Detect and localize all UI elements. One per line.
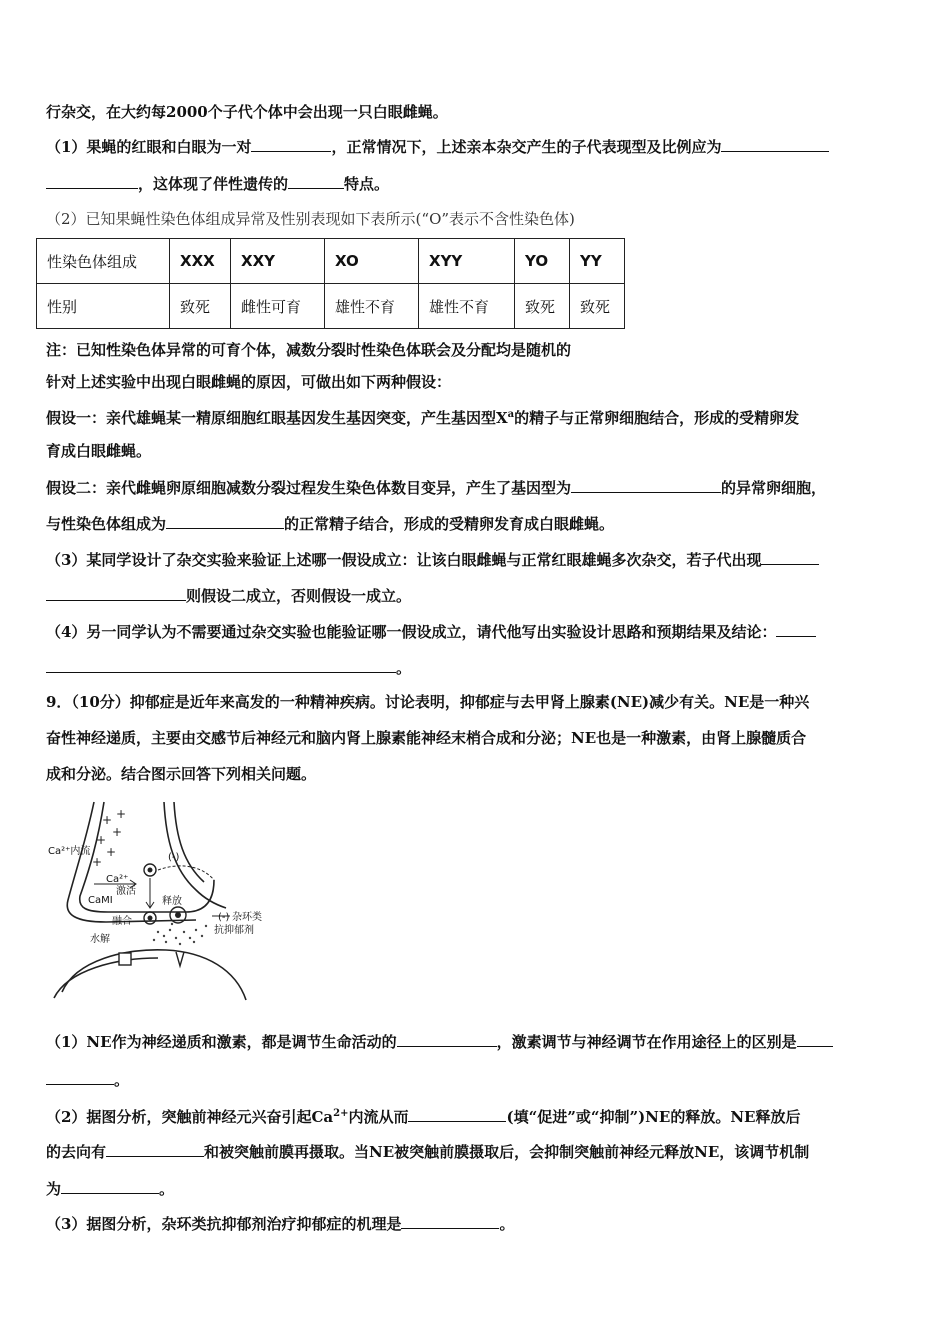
answer-blank[interactable] [46, 656, 396, 673]
svg-text:+: + [106, 845, 117, 859]
hypothesis-1-cont: 育成白眼雌蝇。 [46, 442, 152, 460]
answer-blank[interactable] [408, 1105, 506, 1122]
question-9: 9．（10分）抑郁症是近年来高发的一种精神疾病。讨论表明，抑郁症与去甲肾上腺素(NE)减少有关。NE是一种兴 [46, 693, 810, 711]
question-4-cont: 。 [46, 656, 411, 679]
question-4: （4）另一同学认为不需要通过杂交实验也能验证哪一假设成立，请代他写出实验设计思路和预期结果及结论： [46, 620, 816, 643]
svg-text:+: + [92, 855, 103, 869]
text-line: 行杂交，在大约每2000个子代个体中会出现一只白眼雌蝇。 [46, 103, 448, 121]
table-cell: 致死 [570, 284, 625, 329]
table-row [37, 284, 625, 329]
table-cell: YY [570, 239, 625, 284]
answer-blank[interactable] [721, 135, 829, 152]
table-cell: XYY [419, 239, 515, 284]
question-9-1: （1）NE作为神经递质和激素，都是调节生命活动的 ，激素调节与神经调节在作用途径上的区别是 [46, 1030, 833, 1053]
receptor-icon [119, 953, 131, 965]
hypothesis-2: 假设二：亲代雌蝇卵原细胞减数分裂过程发生染色体数目变异，产生了基因型为 的异常卵细胞， [46, 476, 826, 499]
question-9-2: （2）据图分析，突触前神经元兴奋引起$Ca^{2+}$内流从而 (填“促进”或“抑制”)NE的释放。NE释放后 [46, 1103, 800, 1128]
answer-blank[interactable] [61, 1177, 159, 1194]
answer-blank[interactable] [46, 1068, 114, 1085]
answer-blank[interactable] [397, 1030, 497, 1047]
figure-label: 融合 [112, 916, 132, 927]
hypothesis-2-cont: 与性染色体组成为 的正常精子结合，形成的受精卵发育成白眼雌蝇。 [46, 512, 614, 535]
table-cell: XXX [170, 239, 231, 284]
table-cell: 雄性不育 [325, 284, 419, 329]
svg-text:+: + [116, 807, 127, 821]
sex-chromosome-table [36, 238, 625, 329]
answer-blank[interactable] [761, 548, 819, 565]
answer-blank[interactable] [571, 476, 721, 493]
table-row [37, 239, 625, 284]
svg-text:+: + [112, 825, 123, 839]
table-note: 注：已知性染色体异常的可育个体，减数分裂时性染色体联会及分配均是随机的 [46, 341, 572, 359]
table-cell: YO [515, 239, 570, 284]
table-cell: 性染色体组成 [37, 239, 170, 284]
question-3-cont: 则假设二成立，否则假设一成立。 [46, 584, 411, 607]
question-9-cont: 成和分泌。结合图示回答下列相关问题。 [46, 765, 317, 783]
svg-text:+: + [102, 813, 113, 827]
figure-label: Ca²⁺内流 [48, 846, 91, 857]
figure-label: 水解 [90, 934, 110, 945]
figure-label: CaMI [88, 895, 113, 906]
figure-label: 杂环类 [232, 912, 262, 923]
question-1-cont: ，这体现了伴性遗传的 特点。 [46, 172, 389, 195]
question-9-2-cont: 为 。 [46, 1177, 174, 1200]
synapse-diagram [46, 800, 266, 1005]
table-cell: 雌性可育 [231, 284, 325, 329]
answer-blank[interactable] [251, 135, 331, 152]
receptor-icon [176, 952, 184, 966]
answer-blank[interactable] [46, 172, 138, 189]
figure-label: 释放 [162, 896, 182, 907]
text-line: 针对上述实验中出现白眼雌蝇的原因，可做出如下两种假设： [46, 373, 452, 391]
svg-text:+: + [96, 833, 107, 847]
table-cell: 致死 [170, 284, 231, 329]
question-1: （1）果蝇的红眼和白眼为一对 ，正常情况下，上述亲本杂交产生的子代表现型及比例应为 [46, 135, 829, 158]
figure-label: 激活 [116, 886, 136, 897]
answer-blank[interactable] [776, 620, 816, 637]
table-cell: XO [325, 239, 419, 284]
question-9-3: （3）据图分析，杂环类抗抑郁剂治疗抑郁症的机理是 。 [46, 1212, 514, 1235]
answer-blank[interactable] [288, 172, 344, 189]
answer-blank[interactable] [46, 584, 186, 601]
question-9-2-cont: 的去向有 和被突触前膜再摄取。当NE被突触前膜摄取后，会抑制突触前神经元释放NE，该调节机制 [46, 1140, 809, 1163]
table-cell: 雄性不育 [419, 284, 515, 329]
figure-label: (-) [218, 912, 230, 923]
question-2: （2）已知果蝇性染色体组成异常及性别表现如下表所示(“O”表示不含性染色体) [46, 210, 575, 228]
figure-label: (-) [168, 852, 180, 863]
answer-blank[interactable] [797, 1030, 833, 1047]
answer-blank[interactable] [166, 512, 284, 529]
answer-blank[interactable] [106, 1140, 204, 1157]
table-cell: XXY [231, 239, 325, 284]
question-9-1-cont: 。 [46, 1068, 129, 1091]
question-3: （3）某同学设计了杂交实验来验证上述哪一假设成立：让该白眼雌蝇与正常红眼雄蝇多次杂交，若子代出现 [46, 548, 819, 571]
table-cell: 性别 [37, 284, 170, 329]
question-9-cont: 奋性神经递质，主要由交感节后神经元和脑内肾上腺素能神经末梢合成和分泌；NE也是一种激素，由肾上腺髓质合 [46, 729, 807, 747]
figure-label: 抗抑郁剂 [214, 925, 254, 936]
table-cell: 致死 [515, 284, 570, 329]
answer-blank[interactable] [401, 1212, 499, 1229]
hypothesis-1: 假设一：亲代雄蝇某一精原细胞红眼基因发生基因突变，产生基因型$X^a$的精子与正常卵细胞结合，形成的受精卵发 [46, 409, 800, 427]
figure-label: Ca²⁺ [106, 874, 129, 885]
